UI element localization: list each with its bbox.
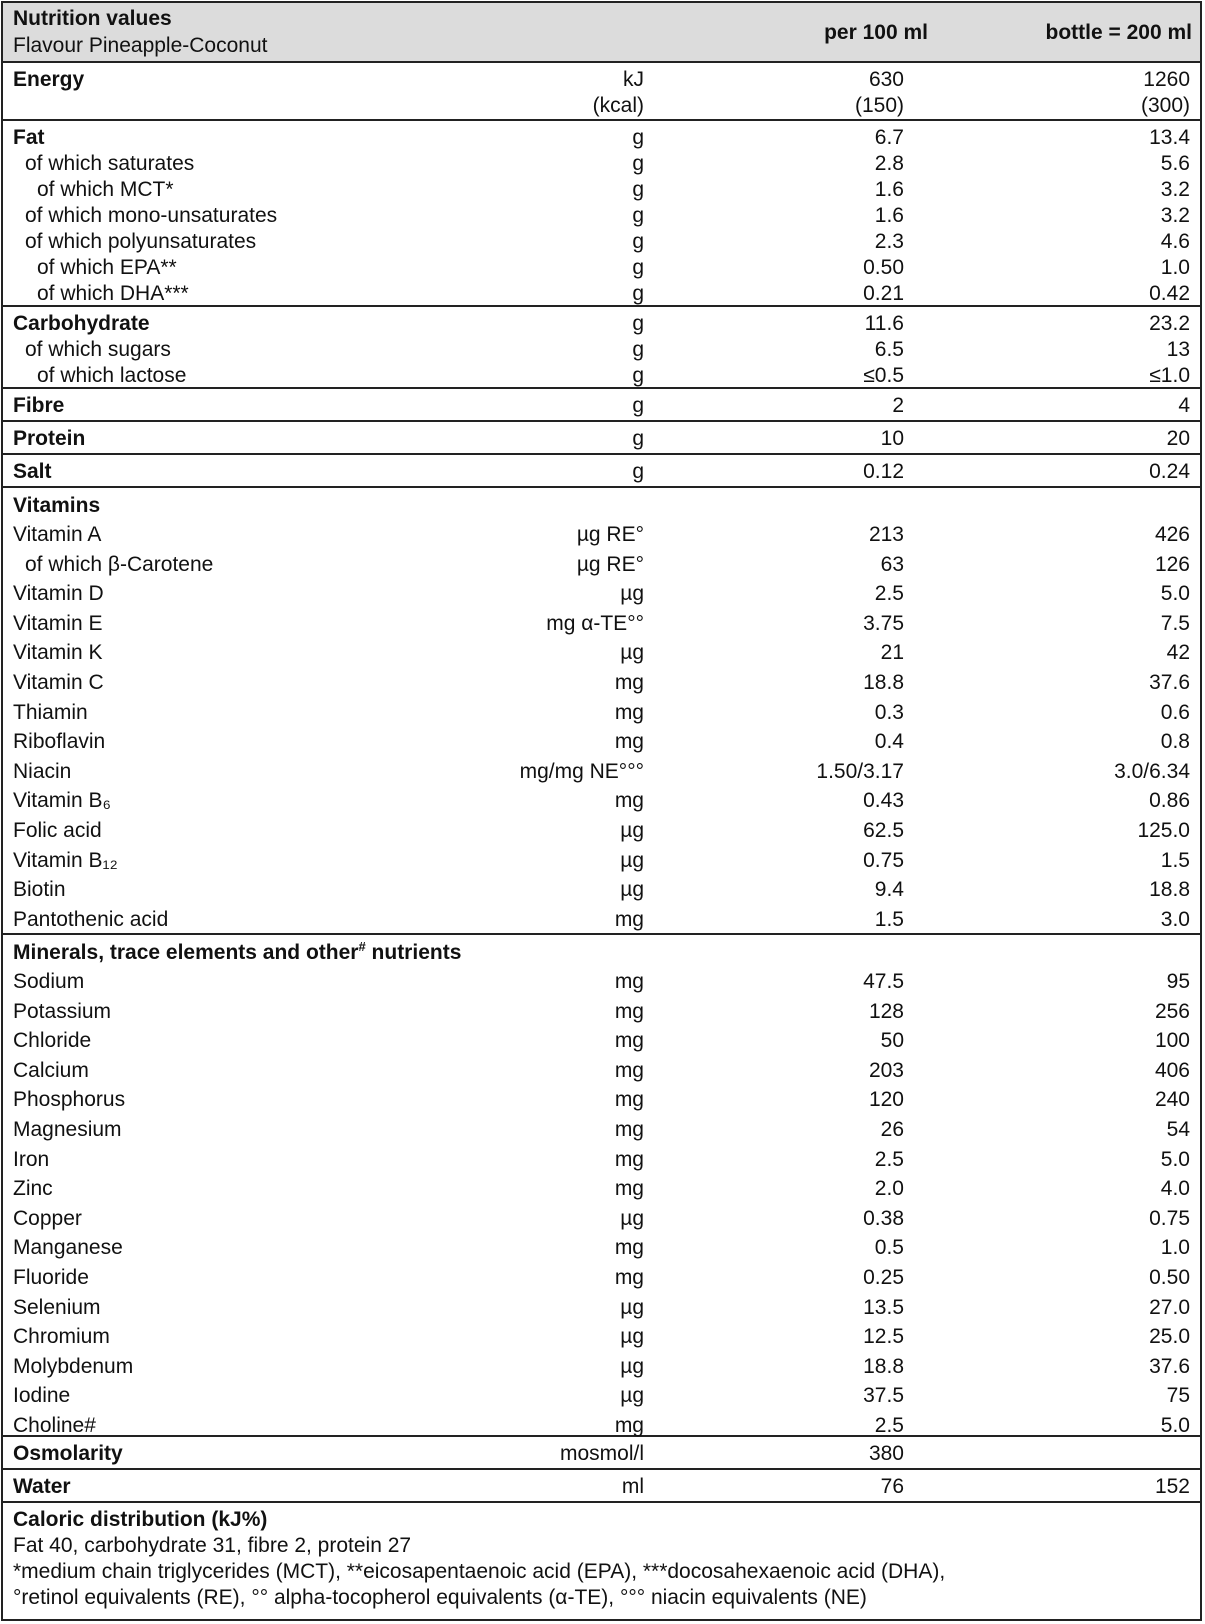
row-bottle: 152: [1154, 1475, 1190, 1498]
table-row: [3, 459, 1200, 485]
row-bottle: 7.5: [1160, 611, 1190, 635]
minerals-title-suffix: nutrients: [365, 941, 462, 964]
row-bottle: 5.6: [1160, 152, 1190, 175]
table-row: [3, 1085, 1200, 1115]
row-bottle: 4.0: [1160, 1177, 1190, 1201]
row-unit: mg α-TE°°: [546, 611, 644, 635]
footnote-line-1: *medium chain triglycerides (MCT), **eicosapentaenoic acid (EPA), ***docosahexaenoic acid (DHA),: [13, 1560, 946, 1583]
table-row: [3, 1322, 1200, 1352]
row-unit: µg: [620, 641, 644, 665]
row-unit: mg: [614, 1413, 644, 1437]
row-per100: 3.75: [863, 611, 904, 635]
table-row: [3, 1145, 1200, 1175]
row-unit: mg: [614, 789, 644, 813]
row-name: of which saturates: [25, 152, 195, 175]
row-name: Biotin: [13, 878, 66, 902]
row-name: Vitamin A: [13, 523, 102, 546]
row-name: Molybdenum: [13, 1354, 134, 1378]
row-per100: 380: [868, 1442, 904, 1465]
row-name: Vitamin C: [13, 670, 104, 694]
minerals-title-text: Minerals, trace elements and other: [13, 941, 359, 964]
row-unit: mg: [614, 907, 644, 931]
row-name: of which lactose: [37, 364, 187, 387]
row-bottle: 100: [1154, 1029, 1190, 1053]
row-name: of which polyunsaturates: [25, 230, 257, 253]
row-unit: g: [632, 126, 644, 149]
row-bottle: 95: [1166, 970, 1190, 993]
table-row: [3, 311, 1200, 337]
row-name: Chromium: [13, 1325, 110, 1349]
section-energy: [3, 63, 1200, 121]
table-row: [3, 363, 1200, 389]
row-bottle: 4.6: [1160, 230, 1190, 253]
row-bottle: 0.8: [1160, 730, 1190, 754]
row-name: Vitamin E: [13, 611, 103, 635]
row-bottle: 27.0: [1149, 1295, 1190, 1319]
row-name: of which β-Carotene: [25, 552, 214, 576]
row-unit: g: [632, 312, 644, 335]
table-row: [3, 816, 1200, 846]
table-row: [3, 638, 1200, 668]
row-unit: µg: [620, 1384, 644, 1408]
table-row: [3, 1381, 1200, 1411]
table-row: [3, 727, 1200, 757]
row-per100: 630: [868, 68, 904, 91]
table-row: [3, 1233, 1200, 1263]
row-per100: 0.43: [863, 789, 904, 813]
row-per100: 0.21: [863, 282, 904, 305]
table-row: [3, 281, 1200, 307]
row-bottle: 1.0: [1160, 1236, 1190, 1260]
row-bottle: 5.0: [1160, 1413, 1190, 1437]
row-bottle: 13: [1166, 338, 1190, 361]
row-per100: 1.5: [874, 907, 904, 931]
row-bottle: 1.5: [1160, 848, 1190, 872]
row-bottle: 18.8: [1149, 878, 1190, 902]
row-per100: 50: [880, 1029, 904, 1053]
row-unit: g: [632, 230, 644, 253]
table-row: [3, 1026, 1200, 1056]
row-per100: 13.5: [863, 1295, 904, 1319]
table-row: [3, 1352, 1200, 1382]
row-unit: mg: [614, 1117, 644, 1141]
row-name: Osmolarity: [13, 1442, 123, 1465]
row-unit: g: [632, 282, 644, 305]
row-name: of which MCT*: [37, 178, 174, 201]
row-per100: 2.5: [874, 1413, 904, 1437]
row-bottle: 1.0: [1160, 256, 1190, 279]
row-name: Vitamin B₆: [13, 789, 111, 813]
footnote-line-2: °retinol equivalents (RE), °° alpha-tocopherol equivalents (α-TE), °°° niacin equivalents (NE): [13, 1586, 867, 1609]
table-row: [3, 1411, 1200, 1441]
row-name: Fluoride: [13, 1265, 89, 1289]
row-unit: mg: [614, 1147, 644, 1171]
row-unit: g: [632, 394, 644, 417]
row-name: Fat: [13, 126, 45, 149]
row-name: Riboflavin: [13, 730, 106, 754]
table-row: [3, 1056, 1200, 1086]
table-row: [3, 1204, 1200, 1234]
section-protein: [3, 422, 1200, 455]
footer-notes: [3, 1503, 1200, 1615]
row-unit: µg: [620, 818, 644, 842]
table-row: [3, 229, 1200, 255]
row-per100: 203: [868, 1058, 904, 1082]
row-name: of which mono-unsaturates: [25, 204, 278, 227]
section-fibre: [3, 389, 1200, 422]
section-water: [3, 1470, 1200, 1503]
row-unit: g: [632, 178, 644, 201]
table-row: [3, 1263, 1200, 1293]
table-row: [3, 177, 1200, 203]
row-per100: 1.6: [874, 204, 904, 227]
row-unit: µg: [620, 1325, 644, 1349]
table-row: [3, 337, 1200, 363]
row-per100: 26: [880, 1117, 904, 1141]
row-per100: ≤0.5: [863, 364, 904, 387]
row-name: Selenium: [13, 1295, 101, 1319]
row-bottle: 0.42: [1149, 282, 1190, 305]
row-unit: mg: [614, 700, 644, 724]
table-title: Nutrition values: [13, 7, 172, 30]
row-unit: mg: [614, 1029, 644, 1053]
row-unit: mg: [614, 1177, 644, 1201]
row-per100: 63: [880, 552, 904, 576]
table-row: [3, 393, 1200, 419]
row-unit: mg: [614, 1236, 644, 1260]
row-bottle: 3.0: [1160, 907, 1190, 931]
section-vitamins: [3, 488, 1200, 935]
row-per100: 0.12: [863, 460, 904, 483]
caloric-distribution-values: Fat 40, carbohydrate 31, fibre 2, protein 27: [13, 1534, 412, 1557]
table-row: [3, 846, 1200, 876]
row-per100: 0.75: [863, 848, 904, 872]
row-per100: 62.5: [863, 818, 904, 842]
row-per100: (150): [854, 94, 904, 117]
row-name: Vitamin K: [13, 641, 103, 665]
row-unit: ml: [621, 1475, 644, 1498]
table-row: [3, 203, 1200, 229]
row-unit: mg: [614, 1088, 644, 1112]
section-minerals: [3, 935, 1200, 1437]
row-bottle: 0.6: [1160, 700, 1190, 724]
table-row: [3, 1293, 1200, 1323]
row-per100: 21: [880, 641, 904, 665]
row-bottle: 240: [1154, 1088, 1190, 1112]
table-row: [3, 1474, 1200, 1500]
row-name: Water: [13, 1475, 71, 1498]
row-unit: µg: [620, 1354, 644, 1378]
row-per100: 213: [868, 523, 904, 546]
row-unit: µg: [620, 1295, 644, 1319]
row-name: of which sugars: [25, 338, 171, 361]
row-bottle: 126: [1154, 552, 1190, 576]
row-unit: (kcal): [592, 94, 644, 117]
row-per100: 0.38: [863, 1206, 904, 1230]
row-name: Manganese: [13, 1236, 123, 1260]
section-carbohydrate: [3, 307, 1200, 389]
row-per100: 120: [868, 1088, 904, 1112]
row-unit: g: [632, 338, 644, 361]
section-title-vitamins: Vitamins: [13, 494, 101, 517]
section-osmolarity: [3, 1437, 1200, 1470]
row-bottle: 42: [1166, 641, 1190, 665]
row-bottle: 0.24: [1149, 460, 1190, 483]
table-row: [3, 609, 1200, 639]
row-per100: 9.4: [874, 878, 904, 902]
row-unit: µg: [620, 848, 644, 872]
table-row: [3, 967, 1200, 997]
row-name: Fibre: [13, 394, 65, 417]
row-unit: g: [632, 427, 644, 450]
row-bottle: 25.0: [1149, 1325, 1190, 1349]
row-name: Calcium: [13, 1058, 89, 1082]
row-unit: mg: [614, 970, 644, 993]
row-unit: g: [632, 460, 644, 483]
caloric-distribution-heading: Caloric distribution (kJ%): [13, 1508, 268, 1531]
minerals-title-mark: #: [358, 939, 366, 954]
row-unit: µg: [620, 582, 644, 606]
row-per100: 2: [892, 394, 904, 417]
table-row: [3, 757, 1200, 787]
row-unit: mg: [614, 1058, 644, 1082]
table-row: [3, 1115, 1200, 1145]
row-unit: mg/mg NE°°°: [519, 759, 644, 783]
flavour-label: Flavour Pineapple-Coconut: [13, 34, 268, 57]
row-name: Magnesium: [13, 1117, 122, 1141]
row-bottle: 54: [1166, 1117, 1190, 1141]
section-fat: [3, 121, 1200, 307]
row-bottle: 1260: [1143, 68, 1190, 91]
table-row: [3, 550, 1200, 580]
row-unit: mg: [614, 999, 644, 1023]
table-row: [3, 125, 1200, 151]
row-per100: 0.3: [874, 700, 904, 724]
row-name: Vitamin B₁₂: [13, 848, 118, 872]
row-bottle: 5.0: [1160, 582, 1190, 606]
table-row: [3, 426, 1200, 452]
row-per100: 18.8: [863, 1354, 904, 1378]
row-name: of which DHA***: [37, 282, 189, 305]
row-bottle: 426: [1154, 523, 1190, 546]
table-row: [3, 905, 1200, 935]
table-row: [3, 1174, 1200, 1204]
row-per100: 18.8: [863, 670, 904, 694]
table-row: [3, 67, 1200, 93]
row-name: Sodium: [13, 970, 85, 993]
row-name: Salt: [13, 460, 52, 483]
section-salt: [3, 455, 1200, 488]
row-bottle: 125.0: [1137, 818, 1190, 842]
row-per100: 11.6: [864, 312, 904, 335]
row-unit: µg: [620, 1206, 644, 1230]
row-bottle: 37.6: [1149, 1354, 1190, 1378]
row-bottle: 37.6: [1149, 670, 1190, 694]
table-row: [3, 1441, 1200, 1467]
row-per100: 6.7: [874, 126, 904, 149]
row-name: Potassium: [13, 999, 112, 1023]
row-per100: 2.5: [874, 582, 904, 606]
row-name: Carbohydrate: [13, 312, 150, 335]
row-name: Niacin: [13, 759, 72, 783]
row-per100: 12.5: [863, 1325, 904, 1349]
row-bottle: 5.0: [1160, 1147, 1190, 1171]
row-per100: 1.6: [874, 178, 904, 201]
row-bottle: 256: [1154, 999, 1190, 1023]
row-name: Iodine: [13, 1384, 71, 1408]
row-bottle: 3.2: [1160, 204, 1190, 227]
row-per100: 2.0: [874, 1177, 904, 1201]
table-header: [3, 3, 1200, 63]
row-per100: 6.5: [874, 338, 904, 361]
row-name: Chloride: [13, 1029, 92, 1053]
table-row: [3, 698, 1200, 728]
row-name: of which EPA**: [37, 256, 177, 279]
row-per100: 37.5: [863, 1384, 904, 1408]
row-per100: 0.4: [874, 730, 904, 754]
row-bottle: 4: [1178, 394, 1190, 417]
row-name: Energy: [13, 68, 85, 91]
table-row: [3, 520, 1200, 550]
table-row: [3, 93, 1200, 119]
row-per100: 2.3: [874, 230, 904, 253]
row-unit: mg: [614, 1265, 644, 1289]
row-name: Folic acid: [13, 818, 102, 842]
row-unit: mg: [614, 730, 644, 754]
row-per100: 0.5: [874, 1236, 904, 1260]
column-header-bottle: bottle = 200 ml: [1045, 21, 1192, 44]
row-name: Pantothenic acid: [13, 907, 169, 931]
row-unit: kJ: [623, 68, 644, 91]
row-bottle: 13.4: [1149, 126, 1190, 149]
row-name: Protein: [13, 427, 86, 450]
row-bottle: 0.86: [1149, 789, 1190, 813]
row-name: Thiamin: [13, 700, 88, 724]
row-unit: g: [632, 204, 644, 227]
row-bottle: (300): [1140, 94, 1190, 117]
row-unit: µg: [620, 878, 644, 902]
row-bottle: 23.2: [1149, 312, 1190, 335]
row-per100: 76: [880, 1475, 904, 1498]
row-per100: 1.50/3.17: [816, 759, 904, 783]
row-unit: mg: [614, 670, 644, 694]
table-row: [3, 255, 1200, 281]
row-per100: 10: [880, 427, 904, 450]
row-bottle: ≤1.0: [1149, 364, 1190, 387]
row-per100: 2.8: [874, 152, 904, 175]
row-name: Phosphorus: [13, 1088, 126, 1112]
row-per100: 0.25: [863, 1265, 904, 1289]
row-unit: g: [632, 152, 644, 175]
row-bottle: 0.50: [1149, 1265, 1190, 1289]
row-bottle: 406: [1154, 1058, 1190, 1082]
nutrition-table: [1, 1, 1202, 1621]
row-unit: µg RE°: [576, 523, 644, 546]
table-row: [3, 786, 1200, 816]
row-bottle: 75: [1166, 1384, 1190, 1408]
column-header-per100: per 100 ml: [824, 21, 928, 44]
row-name: Vitamin D: [13, 582, 104, 606]
row-name: Iron: [13, 1147, 50, 1171]
row-unit: mosmol/l: [559, 1442, 644, 1465]
row-bottle: 3.0/6.34: [1114, 759, 1190, 783]
table-row: [3, 668, 1200, 698]
row-unit: g: [632, 364, 644, 387]
row-per100: 128: [868, 999, 904, 1023]
table-row: [3, 579, 1200, 609]
table-row: [3, 875, 1200, 905]
row-bottle: 0.75: [1149, 1206, 1190, 1230]
section-title-minerals: [3, 939, 1200, 967]
row-per100: 47.5: [863, 970, 904, 993]
row-name: Choline#: [13, 1413, 96, 1437]
row-bottle: 3.2: [1160, 178, 1190, 201]
vitamin-rows: [3, 520, 1200, 934]
row-unit: µg RE°: [576, 552, 644, 576]
table-row: [3, 997, 1200, 1027]
table-row: [3, 151, 1200, 177]
row-name: Copper: [13, 1206, 82, 1230]
row-per100: 2.5: [874, 1147, 904, 1171]
mineral-rows: [3, 967, 1200, 1441]
row-bottle: 20: [1166, 427, 1190, 450]
row-name: Zinc: [13, 1177, 53, 1201]
row-per100: 0.50: [863, 256, 904, 279]
row-unit: g: [632, 256, 644, 279]
